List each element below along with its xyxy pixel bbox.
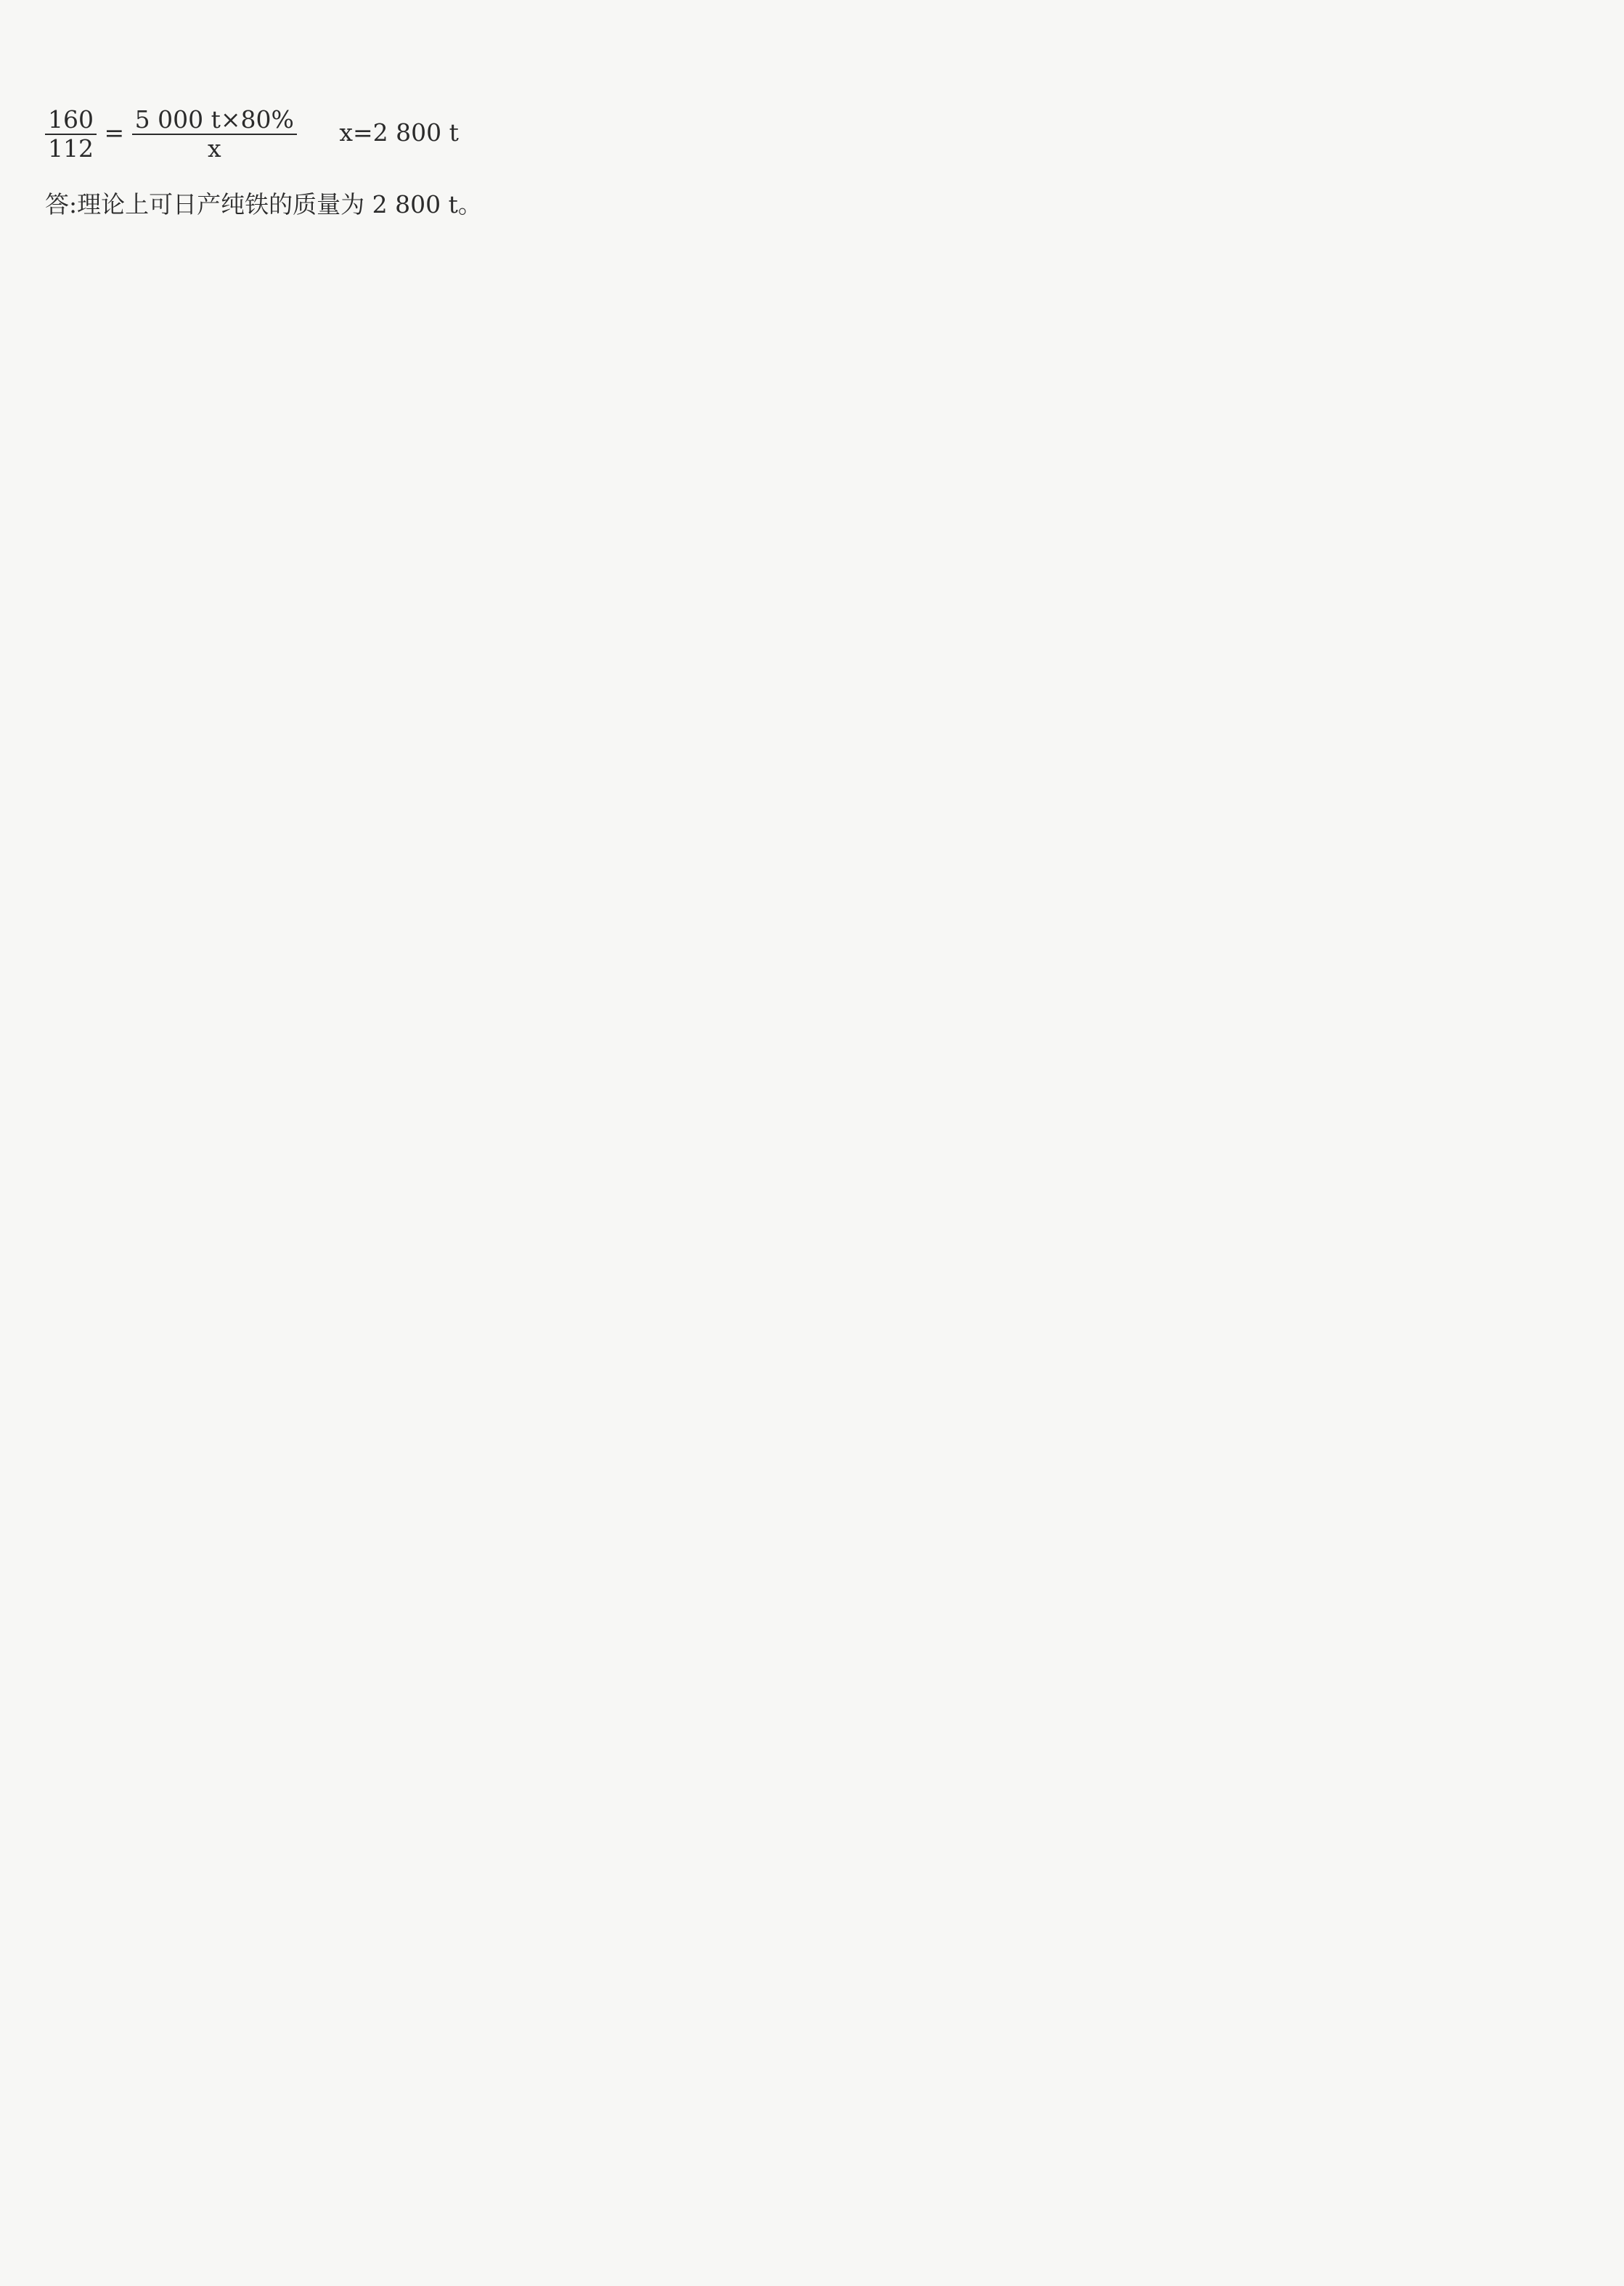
denominator: x [207,134,221,163]
fraction [45,106,97,163]
fraction [132,106,297,163]
denominator: 112 [48,134,94,163]
numerator: 160 [45,106,97,135]
formula-result: x=2 800 t [339,118,459,147]
left-column [45,0,755,2286]
equals-sign: = [104,118,125,147]
formula-line [45,106,459,163]
answer-line: 答:理论上可日产纯铁的质量为 2 800 t。 [45,190,482,219]
numerator: 5 000 t×80% [132,106,297,135]
